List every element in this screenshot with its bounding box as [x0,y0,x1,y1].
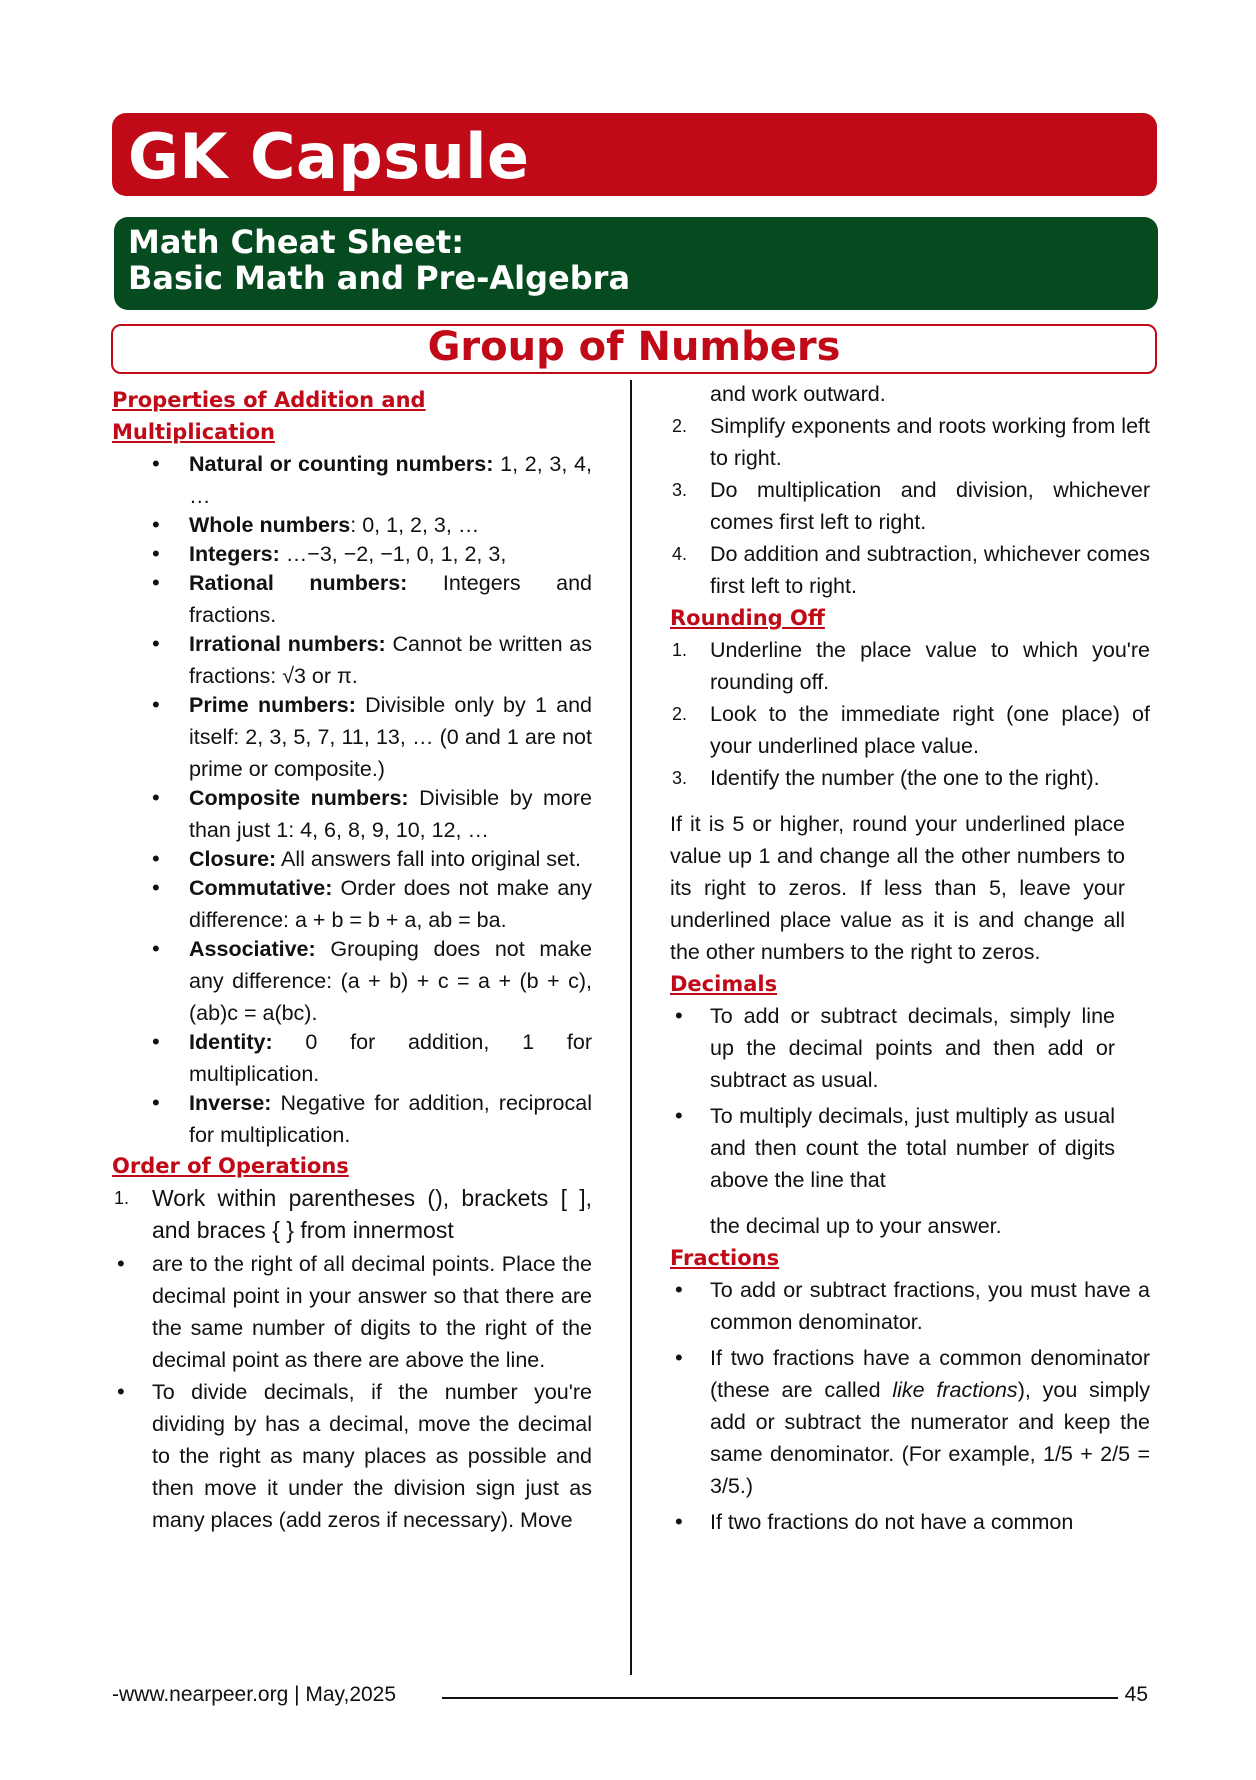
emphasis: like fractions [892,1378,1018,1402]
footer-source: -www.nearpeer.org | May,2025 [112,1683,397,1706]
rounding-heading: Rounding Off [670,606,825,630]
list-item [670,1274,1150,1338]
right-column [670,378,1150,1542]
list-item [670,1506,1150,1538]
list-item: • To divide decimals, if the number you're dividing by has a decimal, move the decimal to the right as many places as possible and then move it under the division sign just as many places (add zeros if necessary). Move [112,1376,592,1536]
list-item [670,698,1150,762]
step-number: 2. [672,416,688,436]
step-text: Underline the place value to which you're rounding off. [710,638,1150,694]
term: Prime numbers: [189,693,356,717]
order-list-left [112,1182,592,1246]
definition: Negative for addition, reciprocal for multiplication. [189,1091,592,1147]
order-step-continued: and work outward. [710,382,886,406]
step-text: Simplify exponents and roots working from left to right. [710,414,1150,470]
list-item [670,538,1150,602]
page-footer [112,1683,1148,1713]
item-text: To add or subtract fractions, you must have a common denominator. [710,1278,1150,1334]
properties-heading: Properties of Addition and Multiplication [112,388,426,444]
step-text: Do addition and subtraction, whichever comes first left to right. [710,542,1150,598]
properties-list [112,448,592,1151]
section-title-box [111,324,1157,374]
term: Natural or counting numbers: [189,452,494,476]
definition: Divisible by more than just 1: 4, 6, 8, 9, 10, 12, … [189,786,592,842]
step-number: 1. [672,640,688,660]
list-item: • To multiply decimals, just multiply as usual and then count the total number of digits above the line that [670,1100,1115,1196]
list-item [112,782,592,846]
cheat-sheet-banner [114,217,1158,310]
order-heading: Order of Operations [112,1154,349,1178]
step-number: 1. [114,1188,130,1208]
subheader-line1: Math Cheat Sheet: [128,223,464,261]
list-item [112,538,592,570]
page-number: 45 [1124,1683,1148,1706]
list-item: • are to the right of all decimal points. Place the decimal point in your answer so that there are the same number of digits to the right of the decimal point as there are above the line. [112,1248,592,1376]
term: Identity: [189,1030,273,1054]
step-text: Identify the number (the one to the right). [710,766,1100,790]
gk-capsule-banner [112,113,1157,196]
item-text: ), you simply add or subtract the numerator and keep the same denominator. (For example, 1/5 + 2/5 = 3/5.) [710,1378,1150,1498]
fractions-heading: Fractions [670,1246,780,1270]
definition: Integers and fractions. [189,571,592,627]
footer-rule [442,1697,1118,1699]
rounding-paragraph: If it is 5 or higher, round your underlined place value up 1 and change all the other numbers to its right to zeros. If less than 5, leave your underlined place value as it is and change all the other numbers to the right to zeros. [670,812,1125,964]
step-text: Do multiplication and division, whichever comes first left to right. [710,478,1150,534]
list-item [112,628,592,692]
step-number: 3. [672,768,688,788]
definition: All answers fall into original set. [276,847,581,871]
definition: Grouping does not make any difference: (a + b) + c = a + (b + c), (ab)c = a(bc). [189,937,592,1025]
list-item [112,448,592,512]
left-column [112,384,592,1536]
definition: 0 for addition, 1 for multiplication. [189,1030,592,1086]
list-item [670,410,1150,474]
definition: …−3, −2, −1, 0, 1, 2, 3, [279,542,507,566]
definition: Divisible only by 1 and itself: 2, 3, 5, 7, 11, 13, … (0 and 1 are not prime or composite.) [189,693,592,781]
list-item [112,1182,592,1246]
order-list-right [670,410,1150,602]
step-number: 4. [672,544,688,564]
decimals-list [670,1000,1115,1196]
list-item [112,509,592,541]
decimals-continued: the decimal up to your answer. [710,1214,1002,1238]
list-item [112,843,592,875]
definition: Order does not make any difference: a + b = b + a, ab = ba. [189,876,592,932]
subheader-line2: Basic Math and Pre-Algebra [128,259,631,297]
term: Whole numbers [189,513,351,537]
column-divider [630,380,632,1675]
term: Closure: [189,847,277,871]
list-item [112,689,592,785]
fractions-list [670,1274,1150,1538]
list-item [112,1087,592,1151]
list-item [670,634,1150,698]
list-item [112,872,592,936]
list-item [112,933,592,1029]
step-number: 2. [672,704,688,724]
rounding-steps [670,634,1150,794]
list-item [670,762,1150,794]
step-text: Look to the immediate right (one place) of your underlined place value. [710,702,1150,758]
term: Composite numbers: [189,786,409,810]
term: Irrational numbers: [189,632,386,656]
list-item: • To add or subtract decimals, simply line up the decimal points and then add or subtract as usual. [670,1000,1115,1096]
term: Inverse: [189,1091,272,1115]
item-text: If two fractions do not have a common [710,1510,1074,1534]
term: Integers: [189,542,280,566]
decimal-continued-list [112,1248,592,1536]
step-text: Work within parentheses (), brackets [ ], and braces { } from innermost [152,1185,592,1243]
list-item [670,1342,1150,1502]
decimals-heading: Decimals [670,972,778,996]
definition: 1, 2, 3, 4, … [189,452,592,508]
step-number: 3. [672,480,688,500]
term: Associative: [189,937,316,961]
banner-title: GK Capsule [128,120,530,193]
list-item [112,567,592,631]
term: Rational numbers: [189,571,408,595]
term: Commutative: [189,876,333,900]
list-item [670,474,1150,538]
item-text: If two fractions have a common denominator (these are called [710,1346,1150,1402]
list-item [112,1026,592,1090]
definition: : 0, 1, 2, 3, … [350,513,480,537]
section-title: Group of Numbers [427,324,841,370]
definition: Cannot be written as fractions: √3 or π. [189,632,592,688]
